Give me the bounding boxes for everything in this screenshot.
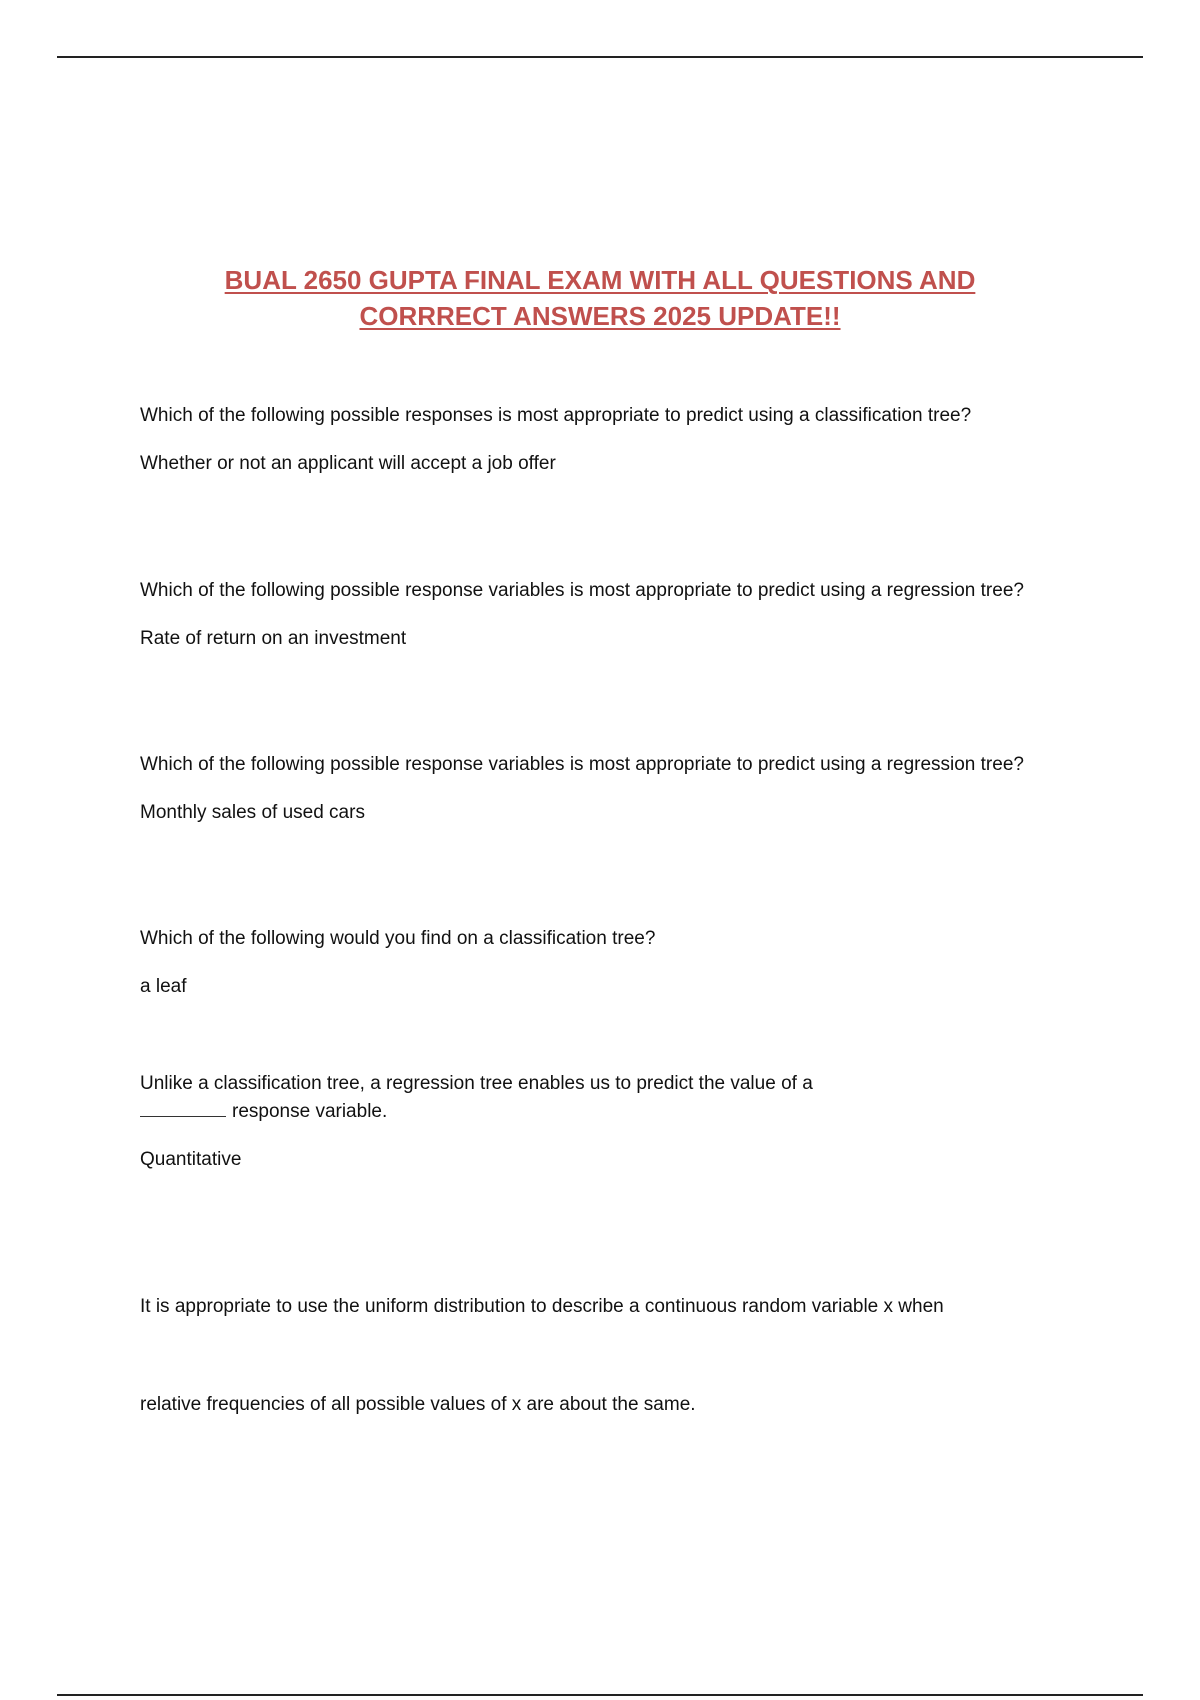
answer-text: a leaf xyxy=(140,976,187,997)
qa-item xyxy=(140,751,1070,827)
title-line-2: CORRRECT ANSWERS 2025 UPDATE!! xyxy=(359,301,841,331)
question-text-part-2: response variable. xyxy=(232,1101,388,1122)
question-text: Which of the following possible response variables is most appropriate to predict using a regression tree? xyxy=(140,580,1024,601)
qa-item xyxy=(140,925,1070,1001)
qa-item xyxy=(140,402,1070,478)
top-rule xyxy=(57,56,1143,58)
qa-item xyxy=(140,577,1070,653)
question-text: Which of the following possible response variables is most appropriate to predict using a regression tree? xyxy=(140,754,1024,775)
question-text: Which of the following would you find on a classification tree? xyxy=(140,928,656,949)
answer-text: Quantitative xyxy=(140,1149,242,1170)
question-text-part-1: Unlike a classification tree, a regression tree enables us to predict the value of a xyxy=(140,1073,813,1094)
qa-item xyxy=(140,1293,1070,1419)
answer-text: relative frequencies of all possible values of x are about the same. xyxy=(140,1394,696,1415)
answer-text: Rate of return on an investment xyxy=(140,628,407,649)
bottom-rule xyxy=(57,1694,1143,1696)
title-line-1: BUAL 2650 GUPTA FINAL EXAM WITH ALL QUESTIONS AND xyxy=(224,265,976,295)
question-text xyxy=(140,1070,980,1126)
question-text: Which of the following possible responses is most appropriate to predict using a classification tree? xyxy=(140,405,972,426)
document-title xyxy=(150,262,1050,334)
qa-item xyxy=(140,1070,1070,1174)
fill-in-blank xyxy=(140,1098,226,1117)
answer-text: Monthly sales of used cars xyxy=(140,802,365,823)
answer-text: Whether or not an applicant will accept a job offer xyxy=(140,453,556,474)
question-text: It is appropriate to use the uniform distribution to describe a continuous random variable x when xyxy=(140,1296,944,1317)
